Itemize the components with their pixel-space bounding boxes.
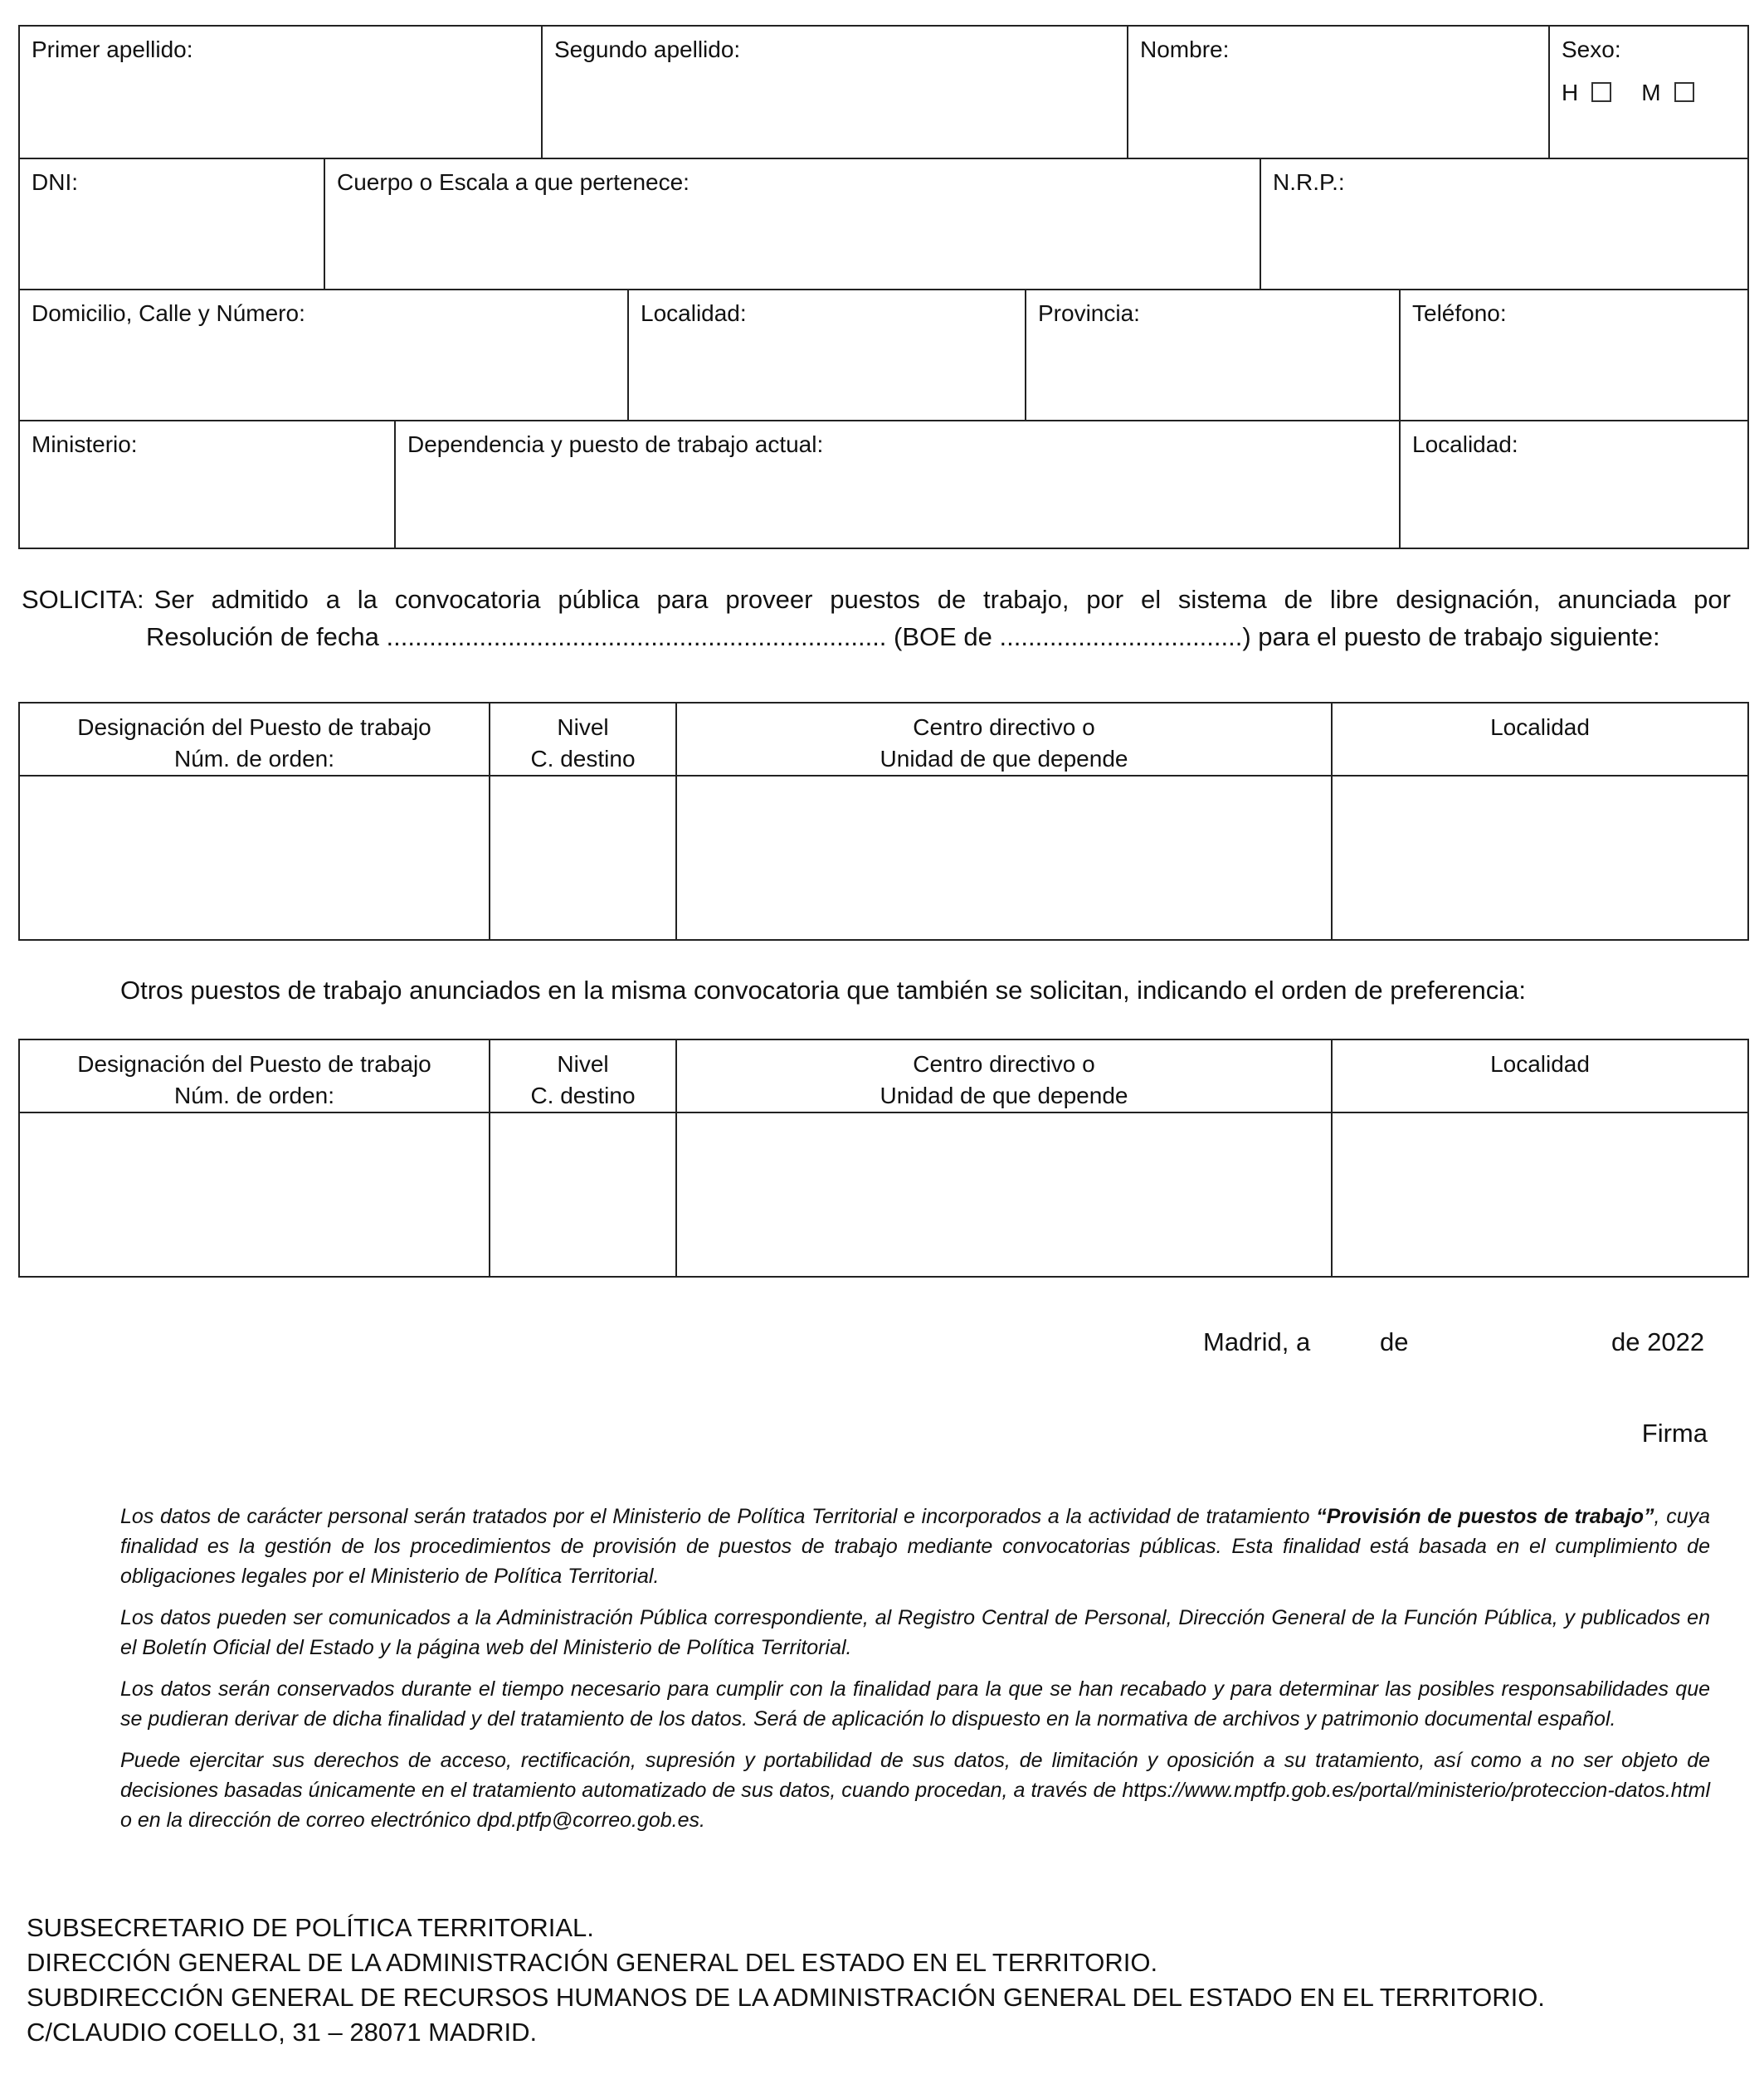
- form-row-ministerio: [20, 420, 1747, 548]
- header-designacion-line2: Núm. de orden:: [174, 746, 334, 772]
- field-domicilio[interactable]: [20, 290, 627, 420]
- label-primer-apellido: Primer apellido:: [32, 37, 193, 62]
- label-m: M: [1641, 80, 1661, 105]
- header-designacion: [20, 704, 489, 775]
- cell-nivel[interactable]: [489, 777, 675, 939]
- header-centro-line2: Unidad de que depende: [880, 1083, 1128, 1108]
- label-domicilio: Domicilio, Calle y Número:: [32, 300, 305, 326]
- privacy-paragraph-1: [120, 1502, 1710, 1591]
- field-segundo-apellido[interactable]: [541, 27, 1127, 158]
- header-nivel: [489, 1040, 675, 1112]
- fecha-anio: de 2022: [1611, 1327, 1705, 1356]
- form-row-name: [20, 27, 1747, 158]
- header-nivel: [489, 704, 675, 775]
- label-segundo-apellido: Segundo apellido:: [554, 37, 741, 62]
- field-cuerpo[interactable]: [324, 159, 1260, 289]
- otros-puestos-text: Otros puestos de trabajo anunciados en la misma convocatoria que también se solicitan, indicando el orden de preferencia:: [120, 976, 1526, 1005]
- fecha-madrid: Madrid, a: [1203, 1327, 1311, 1356]
- puesto-table-header: [20, 704, 1747, 777]
- header-localidad-line1: Localidad: [1490, 1051, 1590, 1077]
- otros-puestos-table: [18, 1039, 1749, 1278]
- label-ministerio: Ministerio:: [32, 431, 138, 457]
- label-nrp: N.R.P.:: [1273, 169, 1345, 195]
- header-nivel-line1: Nivel: [557, 1051, 609, 1077]
- label-h: H: [1562, 80, 1579, 105]
- puesto-table-row: [20, 777, 1747, 939]
- field-provincia[interactable]: [1025, 290, 1399, 420]
- personal-data-form: [18, 25, 1749, 549]
- header-designacion: [20, 1040, 489, 1112]
- header-centro-line2: Unidad de que depende: [880, 746, 1128, 772]
- header-centro: [675, 1040, 1331, 1112]
- label-localidad-actual: Localidad:: [1412, 431, 1518, 457]
- field-ministerio[interactable]: [20, 421, 394, 548]
- label-telefono: Teléfono:: [1412, 300, 1507, 326]
- solicita-paragraph: [22, 581, 1731, 655]
- form-row-dni: [20, 158, 1747, 289]
- label-dni: DNI:: [32, 169, 78, 195]
- field-primer-apellido[interactable]: [20, 27, 541, 158]
- header-centro: [675, 704, 1331, 775]
- privacy-notice: [120, 1502, 1710, 1847]
- privacy-paragraph-2: Los datos pueden ser comunicados a la Administración Pública correspondiente, al Registro Central de Personal, Dirección General de la Función Pública, y publicados en el Boletín Oficial del Estado y la página web del Ministerio de Política Territorial.: [120, 1606, 1710, 1659]
- field-nrp[interactable]: [1260, 159, 1747, 289]
- header-designacion-line1: Designación del Puesto de trabajo: [77, 714, 431, 740]
- fecha-de: de: [1380, 1327, 1409, 1356]
- header-localidad: [1331, 1040, 1747, 1112]
- header-nivel-line2: C. destino: [530, 746, 636, 772]
- field-telefono[interactable]: [1399, 290, 1747, 420]
- header-nivel-line1: Nivel: [557, 714, 609, 740]
- field-nombre[interactable]: [1127, 27, 1548, 158]
- label-provincia: Provincia:: [1038, 300, 1140, 326]
- field-localidad[interactable]: [627, 290, 1025, 420]
- label-sexo: Sexo:: [1562, 37, 1621, 62]
- cell-localidad[interactable]: [1331, 1113, 1747, 1276]
- address-line-1: SUBSECRETARIO DE POLÍTICA TERRITORIAL.: [27, 1913, 594, 1942]
- header-designacion-line2: Núm. de orden:: [174, 1083, 334, 1108]
- address-line-4: C/CLAUDIO COELLO, 31 – 28071 MADRID.: [27, 2018, 538, 2047]
- otros-table-row: [20, 1113, 1747, 1276]
- option-h[interactable]: [1562, 78, 1611, 108]
- field-localidad-actual[interactable]: [1399, 421, 1747, 548]
- header-designacion-line1: Designación del Puesto de trabajo: [77, 1051, 431, 1077]
- address-line-2: DIRECCIÓN GENERAL DE LA ADMINISTRACIÓN GENERAL DEL ESTADO EN EL TERRITORIO.: [27, 1948, 1158, 1977]
- firma-label: Firma: [1641, 1419, 1708, 1448]
- header-centro-line1: Centro directivo o: [913, 714, 1095, 740]
- cell-localidad[interactable]: [1331, 777, 1747, 939]
- privacy-p1-start: Los datos de carácter personal serán tratados por el Ministerio de Política Territorial e incorporados a la actividad de tratamiento: [120, 1505, 1317, 1528]
- privacy-p1-bold: “Provisión de puestos de trabajo”: [1316, 1505, 1654, 1528]
- field-sexo: [1548, 27, 1747, 158]
- privacy-paragraph-4: Puede ejercitar sus derechos de acceso, rectificación, supresión y portabilidad de sus datos, de limitación y oposición a su tratamiento, así como a no ser objeto de decisiones basadas únicamente en el tratamiento automatizado de sus datos, cuando procedan, a través de https://www.mptfp.gob.es/portal/ministerio/proteccion-datos.html o en la dirección de correo electrónico dpd.ptfp@correo.gob.es.: [120, 1749, 1710, 1832]
- header-localidad-line1: Localidad: [1490, 714, 1590, 740]
- label-cuerpo: Cuerpo o Escala a que pertenece:: [337, 169, 690, 195]
- solicita-line-1: Ser admitido a la convocatoria pública para proveer puestos de trabajo, por el sistema de libre designación, anunciada por: [153, 585, 1731, 614]
- form-row-domicilio: [20, 289, 1747, 420]
- field-dni[interactable]: [20, 159, 324, 289]
- checkbox-h[interactable]: [1591, 82, 1611, 102]
- label-nombre: Nombre:: [1140, 37, 1230, 62]
- checkbox-m[interactable]: [1674, 82, 1694, 102]
- cell-centro[interactable]: [675, 777, 1331, 939]
- cell-nivel[interactable]: [489, 1113, 675, 1276]
- label-dependencia: Dependencia y puesto de trabajo actual:: [407, 431, 824, 457]
- solicita-line-2: Resolución de fecha ...................................................................... (BOE de ..................................) para el puesto de trabajo siguiente:: [146, 622, 1660, 651]
- privacy-p1-end: , cuya finalidad es la gestión de los procedimientos de provisión de puestos de trabajo mediante convocatorias públicas. Esta finalidad está basada en el cumplimiento de obligaciones legales por el Ministerio de Política Territorial.: [120, 1505, 1710, 1588]
- solicita-label: SOLICITA:: [22, 585, 144, 614]
- address-block: [27, 1911, 1545, 2050]
- header-localidad: [1331, 704, 1747, 775]
- field-dependencia[interactable]: [394, 421, 1399, 548]
- option-m[interactable]: [1641, 78, 1693, 108]
- otros-table-header: [20, 1040, 1747, 1113]
- header-nivel-line2: C. destino: [530, 1083, 636, 1108]
- label-localidad: Localidad:: [641, 300, 747, 326]
- header-centro-line1: Centro directivo o: [913, 1051, 1095, 1077]
- cell-centro[interactable]: [675, 1113, 1331, 1276]
- cell-designacion[interactable]: [20, 777, 489, 939]
- privacy-paragraph-3: Los datos serán conservados durante el tiempo necesario para cumplir con la finalidad para la que se han recabado y para determinar las posibles responsabilidades que se pudieran derivar de dicha finalidad y del tratamiento de los datos. Será de aplicación lo dispuesto en la normativa de archivos y patrimonio documental español.: [120, 1677, 1710, 1731]
- cell-designacion[interactable]: [20, 1113, 489, 1276]
- address-line-3: SUBDIRECCIÓN GENERAL DE RECURSOS HUMANOS DE LA ADMINISTRACIÓN GENERAL DEL ESTADO EN EL TERRITORIO.: [27, 1983, 1545, 2012]
- puesto-table: [18, 702, 1749, 941]
